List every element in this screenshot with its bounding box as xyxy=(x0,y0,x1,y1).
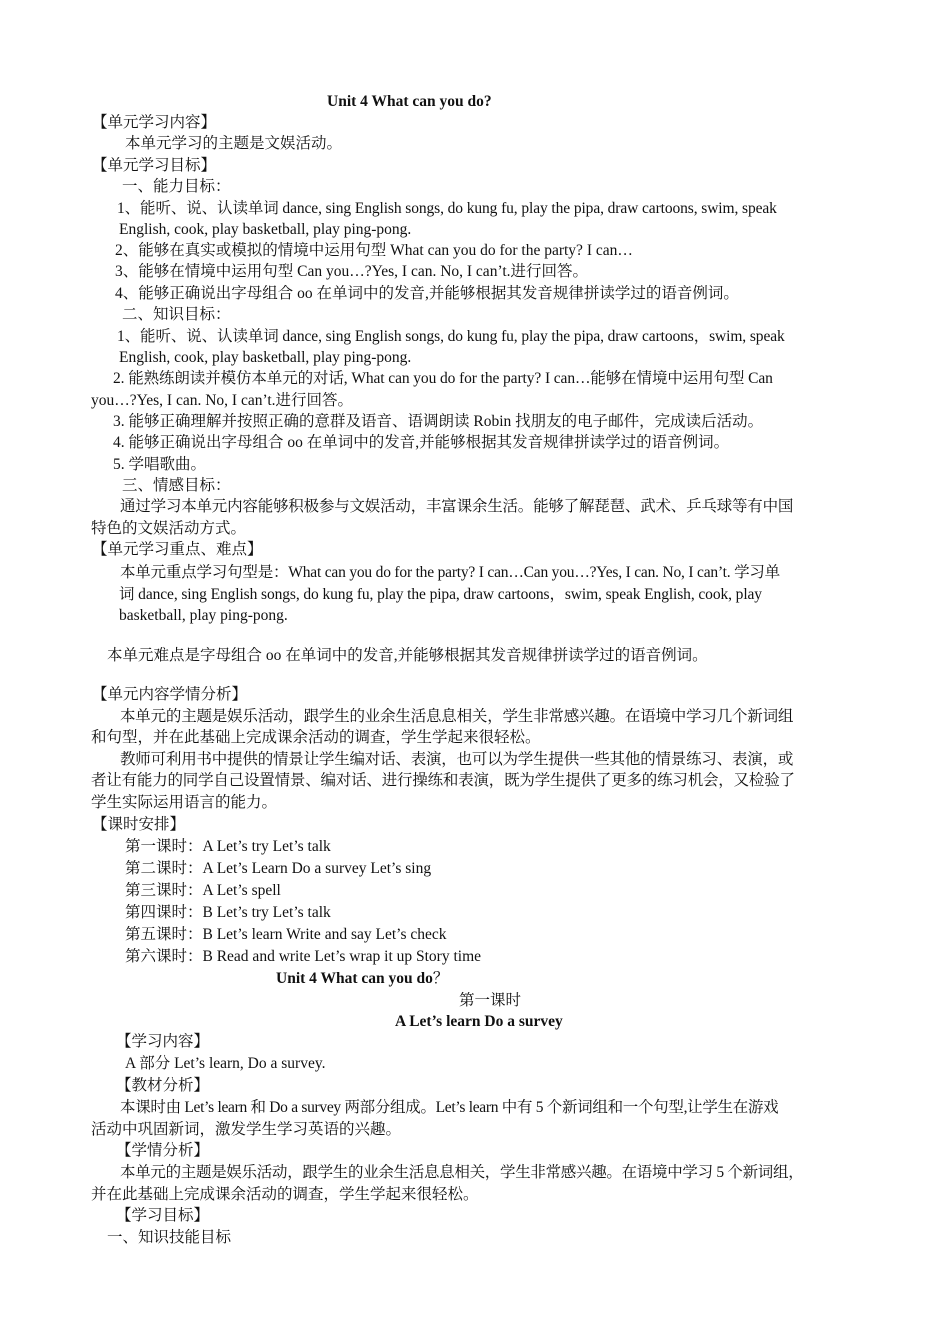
section-heading-content: 【单元学习内容】 xyxy=(92,114,217,131)
list-item: 2、能够在真实或模拟的情境中运用句型 What can you do for the party? I can… xyxy=(115,242,633,259)
section-heading-lesson-content: 【学习内容】 xyxy=(116,1033,210,1050)
paragraph-continued: 特色的文娱活动方式。 xyxy=(91,520,247,537)
paragraph-difficulty: 本单元难点是字母组合 oo 在单词中的发音,并能够根据其发音规律拼读学过的语音例词。 xyxy=(107,647,708,664)
paragraph-continued: 学生实际运用语言的能力。 xyxy=(91,794,278,811)
schedule-item: 第一课时：A Let’s try Let’s talk xyxy=(125,838,331,855)
section-heading-goals: 【单元学习目标】 xyxy=(92,157,217,174)
list-item: 3、能够在情境中运用句型 Can you…?Yes, I can. No, I can’t.进行回答。 xyxy=(115,263,589,280)
list-item: 5. 学唱歌曲。 xyxy=(113,456,207,473)
schedule-item: 第五课时：B Let’s learn Write and say Let’s check xyxy=(125,926,447,943)
section-heading-lesson-goals: 【学习目标】 xyxy=(116,1207,210,1224)
paragraph: 本单元学习的主题是文娱活动。 xyxy=(125,135,343,152)
list-item: 1、能听、说、认读单词 dance, sing English songs, do kung fu, play the pipa, draw cartoons，swim, speak xyxy=(117,328,785,345)
schedule-item: 第三课时：A Let’s spell xyxy=(125,882,281,899)
document-title: Unit 4 What can you do? xyxy=(327,93,492,110)
paragraph: 本单元重点学习句型是：What can you do for the party? I can…Can you…?Yes, I can. No, I can’t. 学习单 xyxy=(120,564,780,581)
section-heading-material: 【教材分析】 xyxy=(116,1077,210,1094)
schedule-item: 第四课时：B Let’s try Let’s talk xyxy=(125,904,331,921)
paragraph: 本单元的主题是娱乐活动，跟学生的业余生活息息相关，学生非常感兴趣。在语境中学习 5 个新词组， xyxy=(120,1164,804,1181)
list-item-continued: English, cook, play basketball, play ping-pong. xyxy=(119,221,412,238)
section-heading-schedule: 【课时安排】 xyxy=(92,816,186,833)
list-item: 4、能够正确说出字母组合 oo 在单词中的发音,并能够根据其发音规律拼读学过的语音例词。 xyxy=(115,285,739,302)
subheading-knowledge-skills: 一、知识技能目标 xyxy=(107,1229,232,1246)
list-item: 3. 能够正确理解并按照正确的意群及语音、语调朗读 Robin 找朋友的电子邮件，完成读后活动。 xyxy=(113,413,764,430)
paragraph: 本课时由 Let’s learn 和 Do a survey 两部分组成。Let’s learn 中有 5 个新词组和一个句型,让学生在游戏 xyxy=(120,1099,779,1116)
lesson-title: A Let’s learn Do a survey xyxy=(395,1013,563,1030)
section-heading-analysis: 【单元内容学情分析】 xyxy=(92,686,248,703)
list-item: 1、能听、说、认读单词 dance, sing English songs, do kung fu, play the pipa, draw cartoons, swim, speak xyxy=(117,200,777,217)
list-item-continued: you…?Yes, I can. No, I can’t.进行回答。 xyxy=(91,392,354,409)
section-heading-key: 【单元学习重点、难点】 xyxy=(92,541,263,558)
unit-heading xyxy=(276,969,448,989)
paragraph-continued: basketball, play ping-pong. xyxy=(119,607,288,624)
paragraph-continued: 词 dance, sing English songs, do kung fu, play the pipa, draw cartoons，swim, speak English, cook, play xyxy=(119,586,762,603)
list-item-continued: English, cook, play basketball, play ping-pong. xyxy=(119,349,412,366)
paragraph-continued: 并在此基础上完成课余活动的调查，学生学起来很轻松。 xyxy=(91,1186,479,1203)
paragraph: A 部分 Let’s learn, Do a survey. xyxy=(125,1055,326,1072)
paragraph: 教师可利用书中提供的情景让学生编对话、表演，也可以为学生提供一些其他的情景练习、表演，或 xyxy=(120,751,794,768)
list-item: 4. 能够正确说出字母组合 oo 在单词中的发音,并能够根据其发音规律拼读学过的语音例词。 xyxy=(113,434,730,451)
subheading-ability: 一、能力目标： xyxy=(122,178,231,195)
schedule-item: 第二课时：A Let’s Learn Do a survey Let’s sing xyxy=(125,860,432,877)
paragraph: 本单元的主题是娱乐活动，跟学生的业余生活息息相关，学生非常感兴趣。在语境中学习几个新词组 xyxy=(120,708,794,725)
paragraph-continued: 者让有能力的同学自己设置情景、编对话、进行操练和表演，既为学生提供了更多的练习机会，又检验了 xyxy=(91,772,795,789)
paragraph-continued: 和句型，并在此基础上完成课余活动的调查，学生学起来很轻松。 xyxy=(91,729,541,746)
list-item: 2. 能熟练朗读并模仿本单元的对话, What can you do for the party? I can…能够在情境中运用句型 Can xyxy=(113,370,773,387)
subheading-emotion: 三、情感目标： xyxy=(122,477,231,494)
section-heading-students: 【学情分析】 xyxy=(116,1142,210,1159)
unit-heading-mark: ？ xyxy=(432,970,449,987)
paragraph: 通过学习本单元内容能够积极参与文娱活动，丰富课余生活。能够了解琵琶、武术、乒乓球等有中国 xyxy=(120,498,794,515)
paragraph-continued: 活动中巩固新词，激发学生学习英语的兴趣。 xyxy=(91,1121,402,1138)
subheading-knowledge: 二、知识目标： xyxy=(122,306,231,323)
schedule-item: 第六课时：B Read and write Let’s wrap it up Story time xyxy=(125,948,482,965)
unit-heading-text: Unit 4 What can you do xyxy=(276,970,433,987)
lesson-heading: 第一课时 xyxy=(459,992,522,1009)
